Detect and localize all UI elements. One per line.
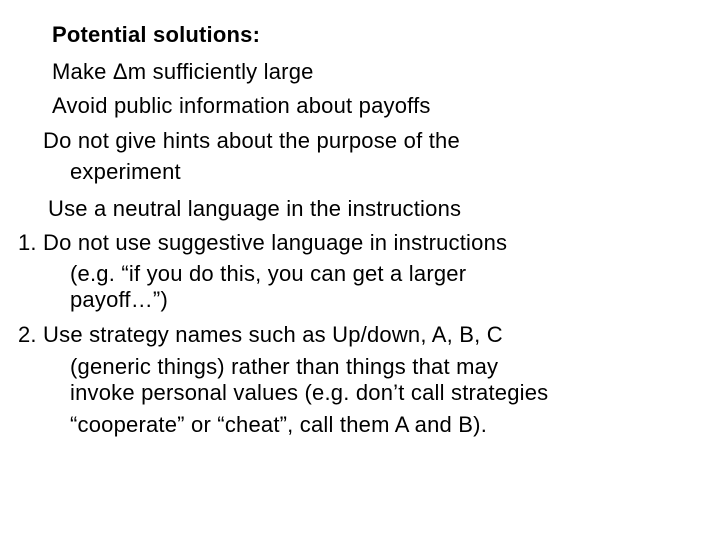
list-item-continuation: (e.g. “if you do this, you can get a larger: [70, 261, 467, 286]
heading: Potential solutions:: [52, 22, 261, 47]
list-item: 1. Do not use suggestive language in instructions: [18, 230, 508, 255]
list-item-continuation: payoff…”): [70, 287, 168, 312]
list-item-continuation: experiment: [70, 159, 181, 184]
list-item: Do not give hints about the purpose of the: [43, 128, 460, 153]
list-item: Avoid public information about payoffs: [52, 93, 431, 118]
list-item: Make Δm sufficiently large: [52, 59, 314, 84]
list-item: Use a neutral language in the instructions: [48, 196, 462, 221]
list-item-continuation: (generic things) rather than things that may: [70, 354, 499, 379]
list-item: 2. Use strategy names such as Up/down, A, B, C: [18, 322, 503, 347]
list-item-continuation: invoke personal values (e.g. don’t call strategies: [70, 380, 549, 405]
list-item-continuation: “cooperate” or “cheat”, call them A and B).: [70, 412, 488, 437]
